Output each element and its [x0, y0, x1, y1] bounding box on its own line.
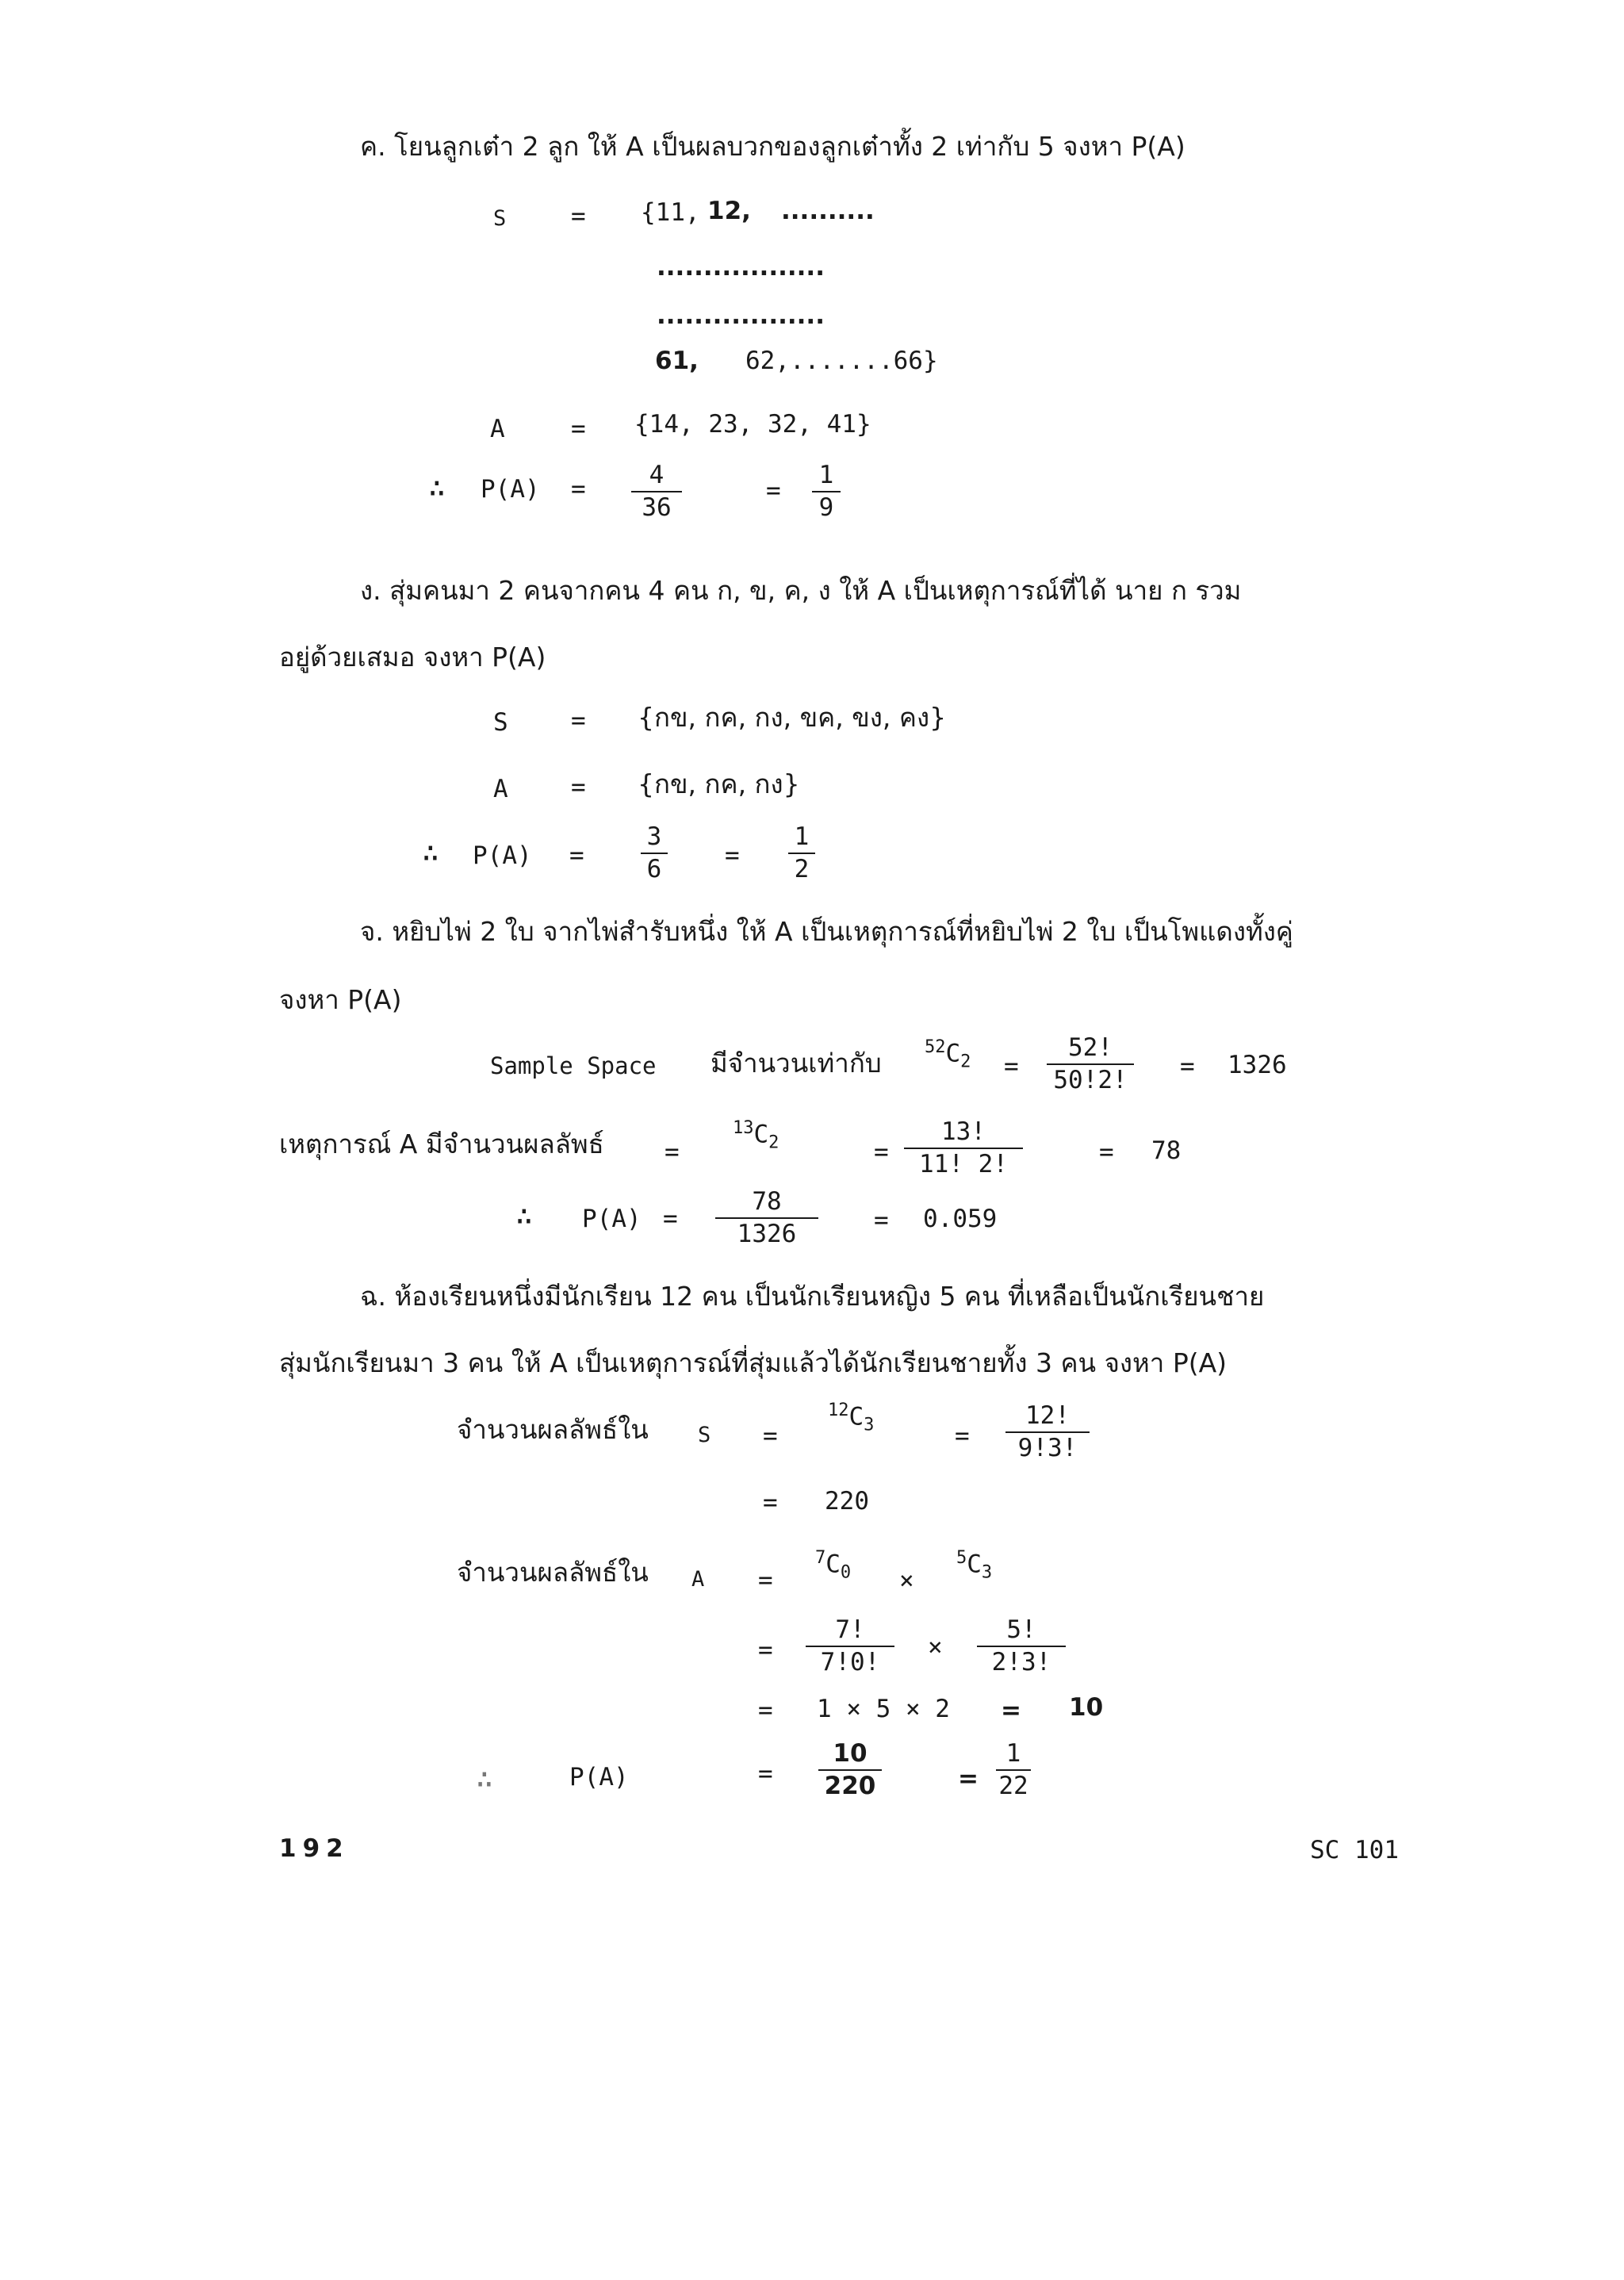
equals: =	[571, 202, 586, 231]
probability-result: 0.059	[923, 1205, 998, 1233]
equals: =	[758, 1566, 773, 1595]
denominator: 7!0!	[820, 1648, 880, 1676]
equals: =	[763, 1489, 778, 1517]
equals: =	[958, 1765, 979, 1793]
denominator: 11! 2!	[919, 1150, 1008, 1178]
therefore-symbol: ∴	[476, 1763, 493, 1795]
outcomes-in-a-result: 10	[1069, 1693, 1104, 1722]
times-symbol: ×	[899, 1566, 914, 1595]
numerator: 4	[631, 463, 682, 492]
event-a-label: A	[691, 1567, 705, 1592]
outcomes-in-s-label: จำนวนผลลัพธ์ใน	[457, 1414, 649, 1445]
equals: =	[663, 1205, 678, 1233]
sample-space-dots-row2: ..................	[657, 253, 825, 282]
event-count-result: 78	[1151, 1136, 1182, 1165]
equals: =	[1099, 1138, 1114, 1167]
fraction-4-36	[631, 463, 682, 520]
sample-space-label: Sample Space	[490, 1052, 657, 1079]
numerator: 3	[641, 825, 668, 854]
sample-space-dots: ..........	[781, 197, 875, 225]
numerator: 12!	[1005, 1404, 1090, 1433]
combination-12c3: $^{12}C_3$	[828, 1401, 875, 1435]
sample-space-result: 1326	[1228, 1051, 1287, 1079]
question-c: ค. โยนลูกเต๋า 2 ลูก ให้ A เป็นผลบวกของลูกเต๋าทั้ง 2 เท่ากับ 5 จงหา P(A)	[360, 131, 1185, 162]
equals: =	[1001, 1696, 1021, 1725]
sample-space-end: 62,.......66}	[745, 347, 938, 375]
fraction-78-1326	[715, 1187, 818, 1248]
equals: =	[758, 1696, 773, 1725]
question-e-line2: จงหา P(A)	[279, 984, 402, 1015]
therefore-symbol: ∴	[515, 1200, 533, 1232]
denominator: 220	[824, 1772, 876, 1800]
equals: =	[1004, 1052, 1019, 1081]
probability-label: P(A)	[569, 1763, 629, 1791]
equals: =	[766, 477, 781, 505]
combination-5c3: $^5C_3$	[956, 1548, 993, 1583]
probability-label: P(A)	[481, 475, 540, 504]
question-e-line1: จ. หยิบไพ่ 2 ใบ จากไพ่สำรับหนึ่ง ให้ A เป็นเหตุการณ์ที่หยิบไพ่ 2 ใบ เป็นโพแดงทั้งคู่	[360, 916, 1293, 947]
denominator: 50!2!	[1053, 1066, 1128, 1094]
event-a-label: A	[490, 415, 505, 443]
denominator: 1326	[737, 1220, 797, 1248]
times-symbol: ×	[928, 1633, 943, 1661]
equals: =	[569, 841, 584, 870]
equals: =	[874, 1206, 889, 1235]
denominator: 36	[642, 493, 672, 522]
course-code: SC 101	[1310, 1836, 1399, 1864]
question-f-line1: ฉ. ห้องเรียนหนึ่งมีนักเรียน 12 คน เป็นนักเรียนหญิง 5 คน ที่เหลือเป็นนักเรียนชาย	[360, 1281, 1265, 1312]
event-count-text: เหตุการณ์ A มีจำนวนผลลัพธ์	[279, 1129, 604, 1159]
probability-label: P(A)	[473, 841, 532, 870]
sample-space-set: {กข, กค, กง, ขค, ขง, คง}	[638, 702, 947, 733]
equals: =	[763, 1422, 778, 1450]
fraction-13-factorial	[904, 1117, 1023, 1178]
combination-52c2: $^{52}C_2$	[925, 1037, 971, 1072]
equals: =	[665, 1138, 680, 1167]
equals: =	[874, 1138, 889, 1167]
denominator: 9	[818, 493, 834, 522]
fraction-7-factorial	[806, 1615, 894, 1676]
denominator: 6	[646, 855, 662, 883]
fraction-3-6	[641, 822, 668, 883]
equals: =	[955, 1422, 970, 1450]
outcomes-in-a-label: จำนวนผลลัพธ์ใน	[457, 1557, 649, 1588]
fraction-12-factorial	[1005, 1401, 1090, 1462]
numerator: 52!	[1047, 1036, 1134, 1065]
event-a-label: A	[493, 775, 508, 803]
denominator: 9!3!	[1017, 1434, 1078, 1462]
sample-space-bold-12: 12,	[707, 197, 751, 225]
page-number: 192	[279, 1834, 350, 1863]
equals: =	[758, 1636, 773, 1665]
set-s-label: S	[493, 708, 508, 737]
sample-space-start: {11,	[641, 198, 700, 227]
numerator: 5!	[977, 1618, 1066, 1647]
numerator: 10	[818, 1742, 882, 1771]
equals: =	[571, 773, 586, 802]
therefore-symbol: ∴	[422, 837, 439, 869]
probability-label: P(A)	[582, 1205, 642, 1233]
numerator: 78	[715, 1190, 818, 1219]
combination-7c0: $^7C_0$	[815, 1548, 852, 1583]
question-d-line2: อยู่ด้วยเสมอ จงหา P(A)	[279, 642, 546, 673]
event-a-set: {กข, กค, กง}	[638, 768, 800, 799]
numerator: 1	[996, 1742, 1031, 1771]
equals: =	[571, 475, 586, 504]
product-expression: 1 × 5 × 2	[817, 1695, 950, 1723]
numerator: 1	[788, 825, 815, 854]
set-s-label: S	[698, 1423, 711, 1447]
fraction-52-factorial	[1047, 1033, 1134, 1094]
numerator: 1	[812, 463, 841, 492]
equals: =	[725, 841, 740, 870]
fraction-1-9	[812, 463, 841, 520]
fraction-10-220	[818, 1739, 882, 1800]
sample-space-dots-row3: ..................	[657, 301, 825, 330]
sample-space-count-text: มีจำนวนเท่ากับ	[710, 1048, 882, 1079]
question-f-line2: สุ่มนักเรียนมา 3 คน ให้ A เป็นเหตุการณ์ที่สุ่มแล้วได้นักเรียนชายทั้ง 3 คน จงหา P(A)	[279, 1347, 1228, 1378]
combination-13c2: $^{13}C_2$	[733, 1118, 779, 1153]
fraction-1-2	[788, 822, 815, 883]
set-s-label: S	[493, 206, 507, 231]
numerator: 7!	[806, 1618, 894, 1647]
numerator: 13!	[904, 1120, 1023, 1149]
outcomes-in-s-result: 220	[825, 1487, 869, 1516]
denominator: 2	[794, 855, 810, 883]
event-a-set: {14, 23, 32, 41}	[634, 410, 871, 439]
equals: =	[1180, 1052, 1195, 1081]
sample-space-bold-61: 61,	[655, 347, 699, 375]
equals: =	[758, 1760, 773, 1788]
denominator: 22	[998, 1772, 1028, 1800]
equals: =	[571, 707, 586, 735]
denominator: 2!3!	[991, 1648, 1051, 1676]
fraction-5-factorial	[977, 1615, 1066, 1676]
fraction-1-22	[996, 1739, 1031, 1800]
equals: =	[571, 415, 586, 443]
question-d-line1: ง. สุ่มคนมา 2 คนจากคน 4 คน ก, ข, ค, ง ให้ A เป็นเหตุการณ์ที่ได้ นาย ก รวม	[360, 575, 1242, 606]
therefore-symbol: ∴	[428, 472, 446, 504]
